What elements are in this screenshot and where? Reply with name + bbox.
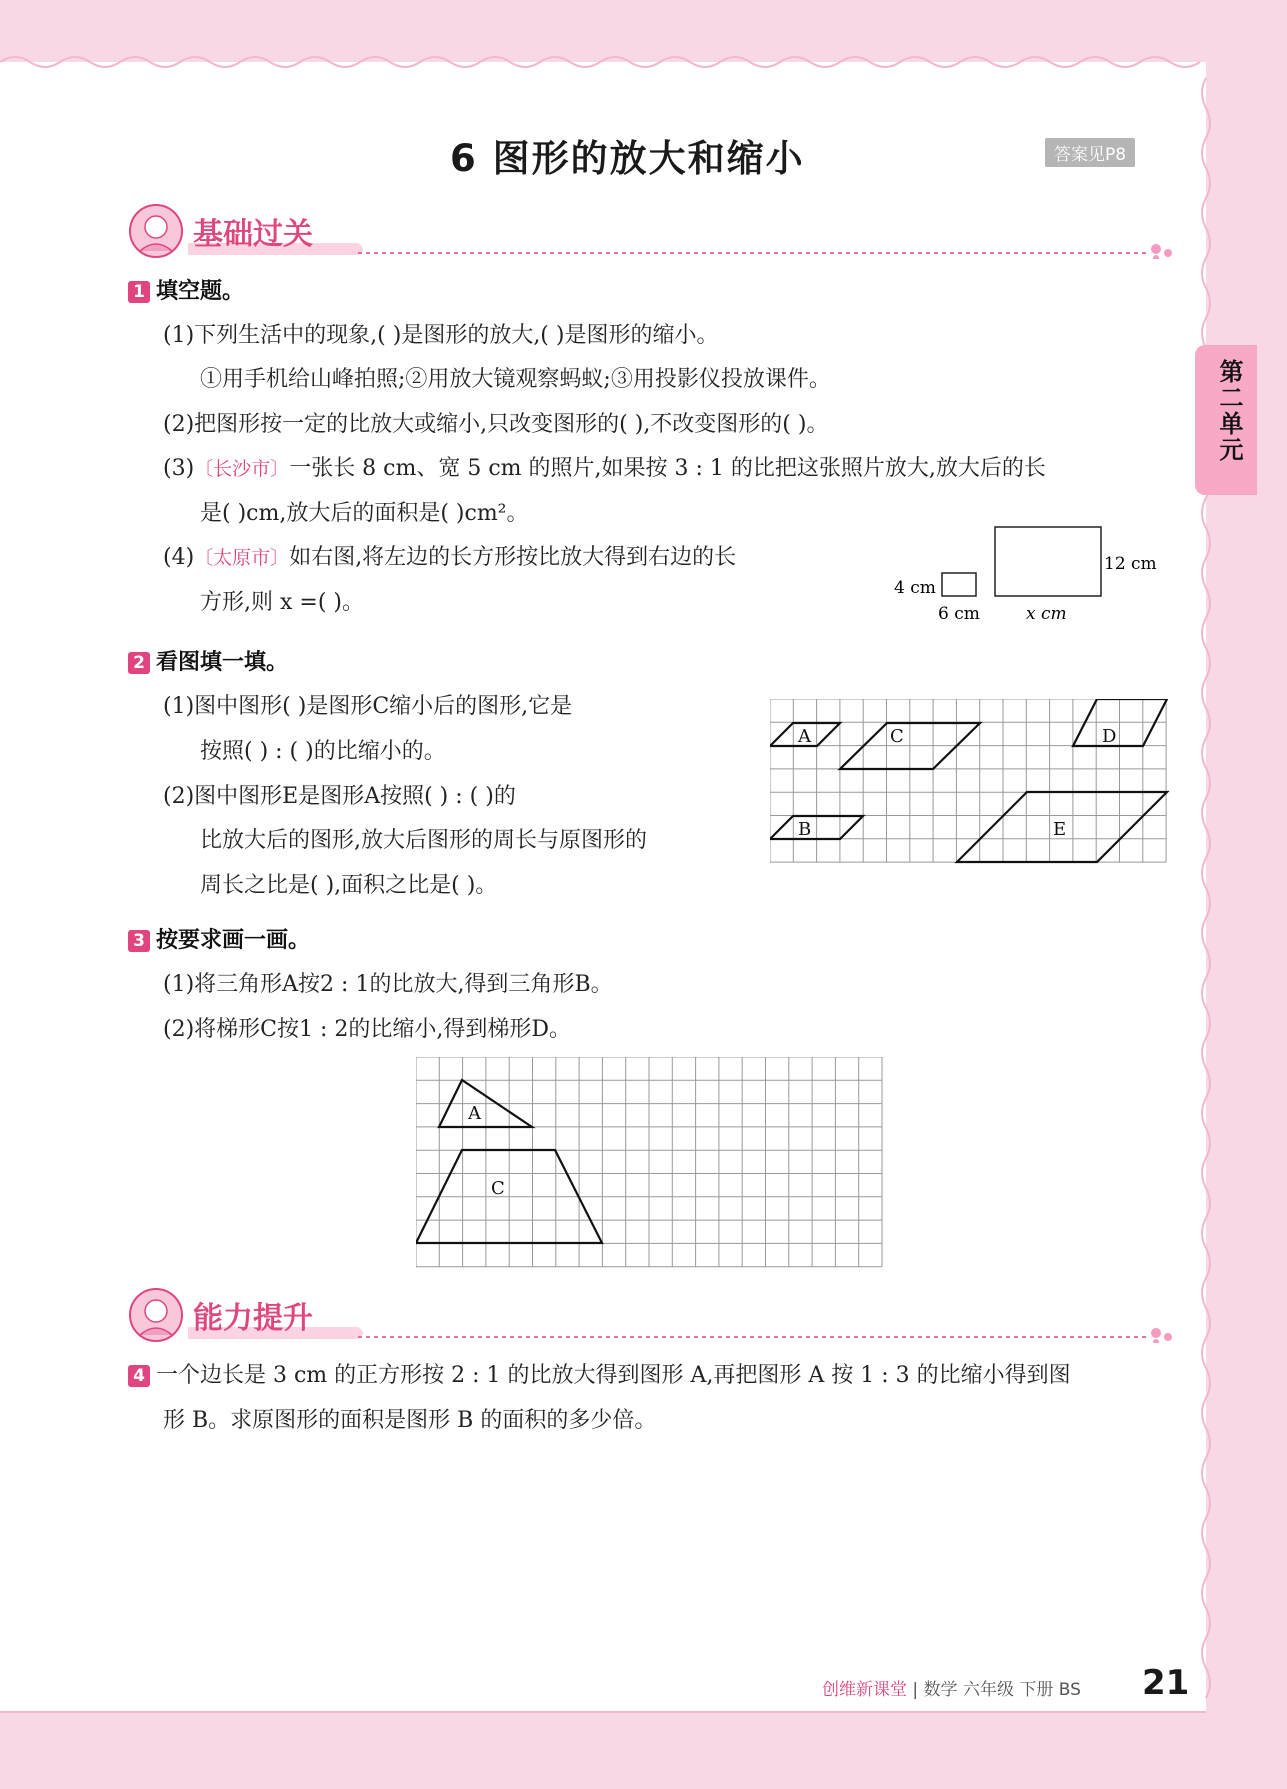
q3-drawing-grid (416, 1057, 886, 1269)
q1-part4-line2: 方形,则 x =( )。 (200, 590, 364, 615)
q4-text-line1: 一个边长是 3 cm 的正方形按 2 : 1 的比放大得到图形 A,再把图形 A 按 1 : 3 的比缩小得到图 (156, 1363, 1071, 1388)
small-rectangle (942, 573, 976, 596)
q4-number: 4 (128, 1365, 150, 1387)
q1-part1-line2: ①用手机给山峰拍照;②用放大镜观察蚂蚁;③用投影仪投放课件。 (200, 367, 831, 392)
q3-part1: (1)将三角形A按2 : 1的比放大,得到三角形B。 (163, 972, 613, 997)
q2-part2-line1: (2)图中图形E是图形A按照( ) : ( )的 (163, 784, 516, 809)
q3-part2: (2)将梯形C按1 : 2的比缩小,得到梯形D。 (163, 1017, 572, 1042)
q3-title: 按要求画一画。 (156, 928, 311, 953)
rectangle-scale-figure (890, 520, 1170, 630)
small-rect-width-label: 6 cm (938, 604, 980, 624)
footer-info (822, 1675, 1081, 1700)
q2-part2-line2: 比放大后的图形,放大后图形的周长与原图形的 (200, 828, 647, 853)
footer-course-info: 数学 六年级 下册 BS (923, 1680, 1081, 1700)
q1-number: 1 (128, 281, 150, 303)
q1-part3-line1 (163, 451, 1046, 482)
footer-divider: | (912, 1680, 919, 1700)
section-title-basic: 基础过关 (193, 217, 313, 252)
shape-label-e: E (1053, 819, 1067, 840)
q2-part2-line3: 周长之比是( ),面积之比是( )。 (200, 873, 498, 898)
q1-part4-text: 如右图,将左边的长方形按比放大得到右边的长 (289, 545, 737, 570)
q4-line2: 形 B。求原图形的面积是图形 B 的面积的多少倍。 (163, 1408, 657, 1433)
shape-label-c: C (890, 726, 904, 747)
q3-heading (128, 923, 310, 954)
q1-part4-line1 (163, 540, 736, 571)
footer-brand: 创维新课堂 (822, 1680, 907, 1700)
page-number: 21 (1142, 1663, 1190, 1703)
q1-part3-source-tag: 〔长沙市〕 (194, 458, 290, 480)
q1-part1-line1: (1)下列生活中的现象,( )是图形的放大,( )是图形的缩小。 (163, 323, 719, 348)
unit-side-tab (1195, 345, 1257, 495)
unit-side-tab-label: 第二单元 (1215, 359, 1243, 463)
large-rect-height-label: 12 cm (1104, 554, 1157, 574)
q3-number: 3 (128, 930, 150, 952)
q1-part4-source-tag: 〔太原市〕 (194, 547, 290, 569)
q4-line1 (128, 1358, 1071, 1389)
q2-heading (128, 645, 288, 676)
page-title: 6 图形的放大和缩小 (450, 137, 805, 180)
section-title-advanced: 能力提升 (193, 1301, 313, 1336)
q1-part3-line2: 是( )cm,放大后的面积是( )cm²。 (200, 501, 529, 526)
q1-heading (128, 274, 244, 305)
large-rect-width-label: x cm (1026, 604, 1067, 624)
avatar-icon (128, 203, 188, 259)
answer-reference-badge: 答案见P8 (1045, 138, 1135, 167)
q2-grid-figure (770, 699, 1170, 889)
triangle-a-label: A (468, 1103, 481, 1124)
trapezoid-c-label: C (491, 1178, 505, 1199)
q2-part1-line2: 按照( ) : ( )的比缩小的。 (200, 739, 446, 764)
q1-title: 填空题。 (156, 279, 245, 304)
large-rectangle (995, 527, 1101, 596)
q1-part3-prefix: (3) (163, 456, 195, 481)
q1-part2: (2)把图形按一定的比放大或缩小,只改变图形的( ),不改变图形的( )。 (163, 412, 829, 437)
small-rect-height-label: 4 cm (894, 578, 936, 598)
q1-part4-prefix: (4) (163, 545, 195, 570)
shape-label-a: A (798, 726, 811, 747)
q2-part1-line1: (1)图中图形( )是图形C缩小后的图形,它是 (163, 694, 573, 719)
q2-title: 看图填一填。 (156, 650, 289, 675)
shape-label-b: B (798, 819, 812, 840)
shape-label-d: D (1102, 726, 1117, 747)
q1-part3-text: 一张长 8 cm、宽 5 cm 的照片,如果按 3 : 1 的比把这张照片放大,放大后的长 (289, 456, 1046, 481)
q2-number: 2 (128, 652, 150, 674)
